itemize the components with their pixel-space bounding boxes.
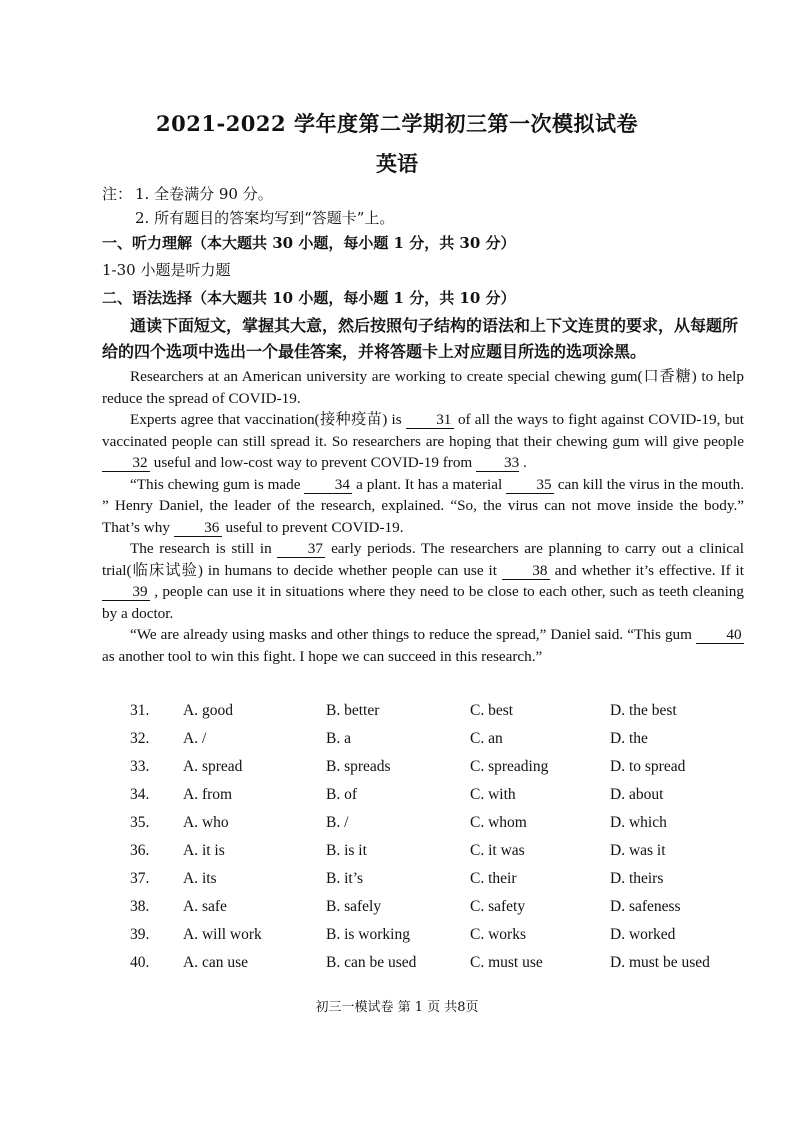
option-b: B. it’s bbox=[326, 870, 364, 887]
option-b: B. of bbox=[326, 786, 357, 803]
option-d: D. which bbox=[610, 814, 667, 831]
question-row bbox=[130, 730, 750, 758]
question-number: 36. bbox=[130, 842, 150, 859]
option-d: D. the bbox=[610, 730, 648, 747]
option-d: D. worked bbox=[610, 926, 676, 943]
section-2-heading: 二、语法选择（本大题共 10 小题，每小题 1 分，共 10 分） bbox=[102, 289, 516, 307]
blank-34: 34 bbox=[304, 476, 352, 494]
question-row bbox=[130, 702, 750, 730]
option-d: D. safeness bbox=[610, 898, 681, 915]
option-b: B. is working bbox=[326, 926, 410, 943]
option-c: C. whom bbox=[470, 814, 527, 831]
question-row bbox=[130, 898, 750, 926]
option-a: A. its bbox=[183, 870, 217, 887]
option-b: B. is it bbox=[326, 842, 367, 859]
blank-37: 37 bbox=[277, 540, 325, 558]
option-a: A. who bbox=[183, 814, 229, 831]
option-d: D. must be used bbox=[610, 954, 710, 971]
blank-31: 31 bbox=[406, 411, 454, 429]
question-row bbox=[130, 926, 750, 954]
option-b: B. can be used bbox=[326, 954, 417, 971]
page-footer: 初三一模试卷 第 1 页 共8页 bbox=[315, 1000, 479, 1015]
option-a: A. spread bbox=[183, 758, 243, 775]
note-2: 2. 所有题目的答案均写到“答题卡”上。 bbox=[135, 209, 395, 227]
notes-prefix: 注： bbox=[102, 185, 133, 203]
question-row bbox=[130, 814, 750, 842]
passage bbox=[102, 366, 744, 667]
passage-paragraph-1: Researchers at an American university are working to create special chewing gum(口香糖) to help reduce the spread of COVID-19. bbox=[102, 368, 744, 407]
option-c: C. spreading bbox=[470, 758, 549, 775]
question-row bbox=[130, 954, 750, 982]
blank-35: 35 bbox=[506, 476, 554, 494]
section-1-text: 1-30 小题是听力题 bbox=[102, 261, 231, 279]
option-b: B. safely bbox=[326, 898, 382, 915]
option-d: D. theirs bbox=[610, 870, 664, 887]
question-number: 39. bbox=[130, 926, 150, 943]
subject-title: 英语 bbox=[376, 151, 418, 176]
option-b: B. a bbox=[326, 730, 351, 747]
question-number: 37. bbox=[130, 870, 150, 887]
blank-40: 40 bbox=[696, 626, 744, 644]
option-a: A. / bbox=[183, 730, 207, 747]
option-d: D. was it bbox=[610, 842, 666, 859]
section-2-instruction: 通读下面短文，掌握其大意，然后按照句子结构的语法和上下文连贯的要求，从每题所给的四个选项中选出一个最佳答案，并将答题卡上对应题目所选的选项涂黑。 bbox=[102, 316, 739, 361]
option-d: D. about bbox=[610, 786, 664, 803]
option-a: A. it is bbox=[183, 842, 225, 859]
exam-title: 2021-2022 学年度第二学期初三第一次模拟试卷 bbox=[156, 111, 638, 136]
option-b: B. spreads bbox=[326, 758, 391, 775]
note-1: 1. 全卷满分 90 分。 bbox=[135, 185, 273, 203]
passage-paragraph-2: Experts agree that vaccination(接种疫苗) is 31 of all the ways to fight against COVID-19, but vaccinated people can still spread it. So researchers are hoping that their chewing gum will give people 32 useful and low-cost way to prevent COVID-19 from 33 . bbox=[102, 411, 744, 471]
option-c: C. must use bbox=[470, 954, 543, 971]
question-row bbox=[130, 786, 750, 814]
option-d: D. the best bbox=[610, 702, 677, 719]
option-a: A. will work bbox=[183, 926, 262, 943]
question-number: 31. bbox=[130, 702, 150, 719]
option-a: A. safe bbox=[183, 898, 227, 915]
question-number: 32. bbox=[130, 730, 150, 747]
question-number: 33. bbox=[130, 758, 150, 775]
passage-paragraph-5: “We are already using masks and other things to reduce the spread,” Daniel said. “This gum 40 as another tool to win this fight. I hope we can succeed in this research.” bbox=[102, 624, 744, 667]
question-row bbox=[130, 870, 750, 898]
question-number: 38. bbox=[130, 898, 150, 915]
blank-32: 32 bbox=[102, 454, 150, 472]
section-1-heading: 一、听力理解（本大题共 30 小题，每小题 1 分，共 30 分） bbox=[102, 234, 516, 252]
blank-36: 36 bbox=[174, 519, 222, 537]
option-c: C. best bbox=[470, 702, 514, 719]
option-c: C. safety bbox=[470, 898, 526, 915]
option-a: A. from bbox=[183, 786, 233, 803]
option-b: B. / bbox=[326, 814, 349, 831]
option-a: A. good bbox=[183, 702, 233, 719]
option-c: C. it was bbox=[470, 842, 525, 859]
blank-39: 39 bbox=[102, 583, 150, 601]
option-c: C. works bbox=[470, 926, 526, 943]
question-number: 34. bbox=[130, 786, 150, 803]
blank-33: 33 bbox=[476, 454, 519, 472]
option-a: A. can use bbox=[183, 954, 248, 971]
option-b: B. better bbox=[326, 702, 380, 719]
options-list bbox=[130, 702, 750, 982]
question-row bbox=[130, 758, 750, 786]
option-c: C. an bbox=[470, 730, 503, 747]
passage-paragraph-4: The research is still in 37 early periods. The researchers are planning to carry out a clinical trial(临床试验) in humans to decide whether people can use it 38 and whether it’s effective. If it 39 , people can use it in situations where they need to be close to each other, such as teeth cleaning by a doctor. bbox=[102, 540, 744, 622]
option-c: C. with bbox=[470, 786, 516, 803]
passage-paragraph-3: “This chewing gum is made 34 a plant. It has a material 35 can kill the virus in the mouth. ” Henry Daniel, the leader of the research, explained. “So, the virus can not move inside the body.” That’s why 36 useful to prevent COVID-19. bbox=[102, 475, 744, 536]
option-d: D. to spread bbox=[610, 758, 686, 775]
question-number: 40. bbox=[130, 954, 150, 971]
blank-38: 38 bbox=[502, 562, 550, 580]
question-number: 35. bbox=[130, 814, 150, 831]
option-c: C. their bbox=[470, 870, 517, 887]
question-row bbox=[130, 842, 750, 870]
